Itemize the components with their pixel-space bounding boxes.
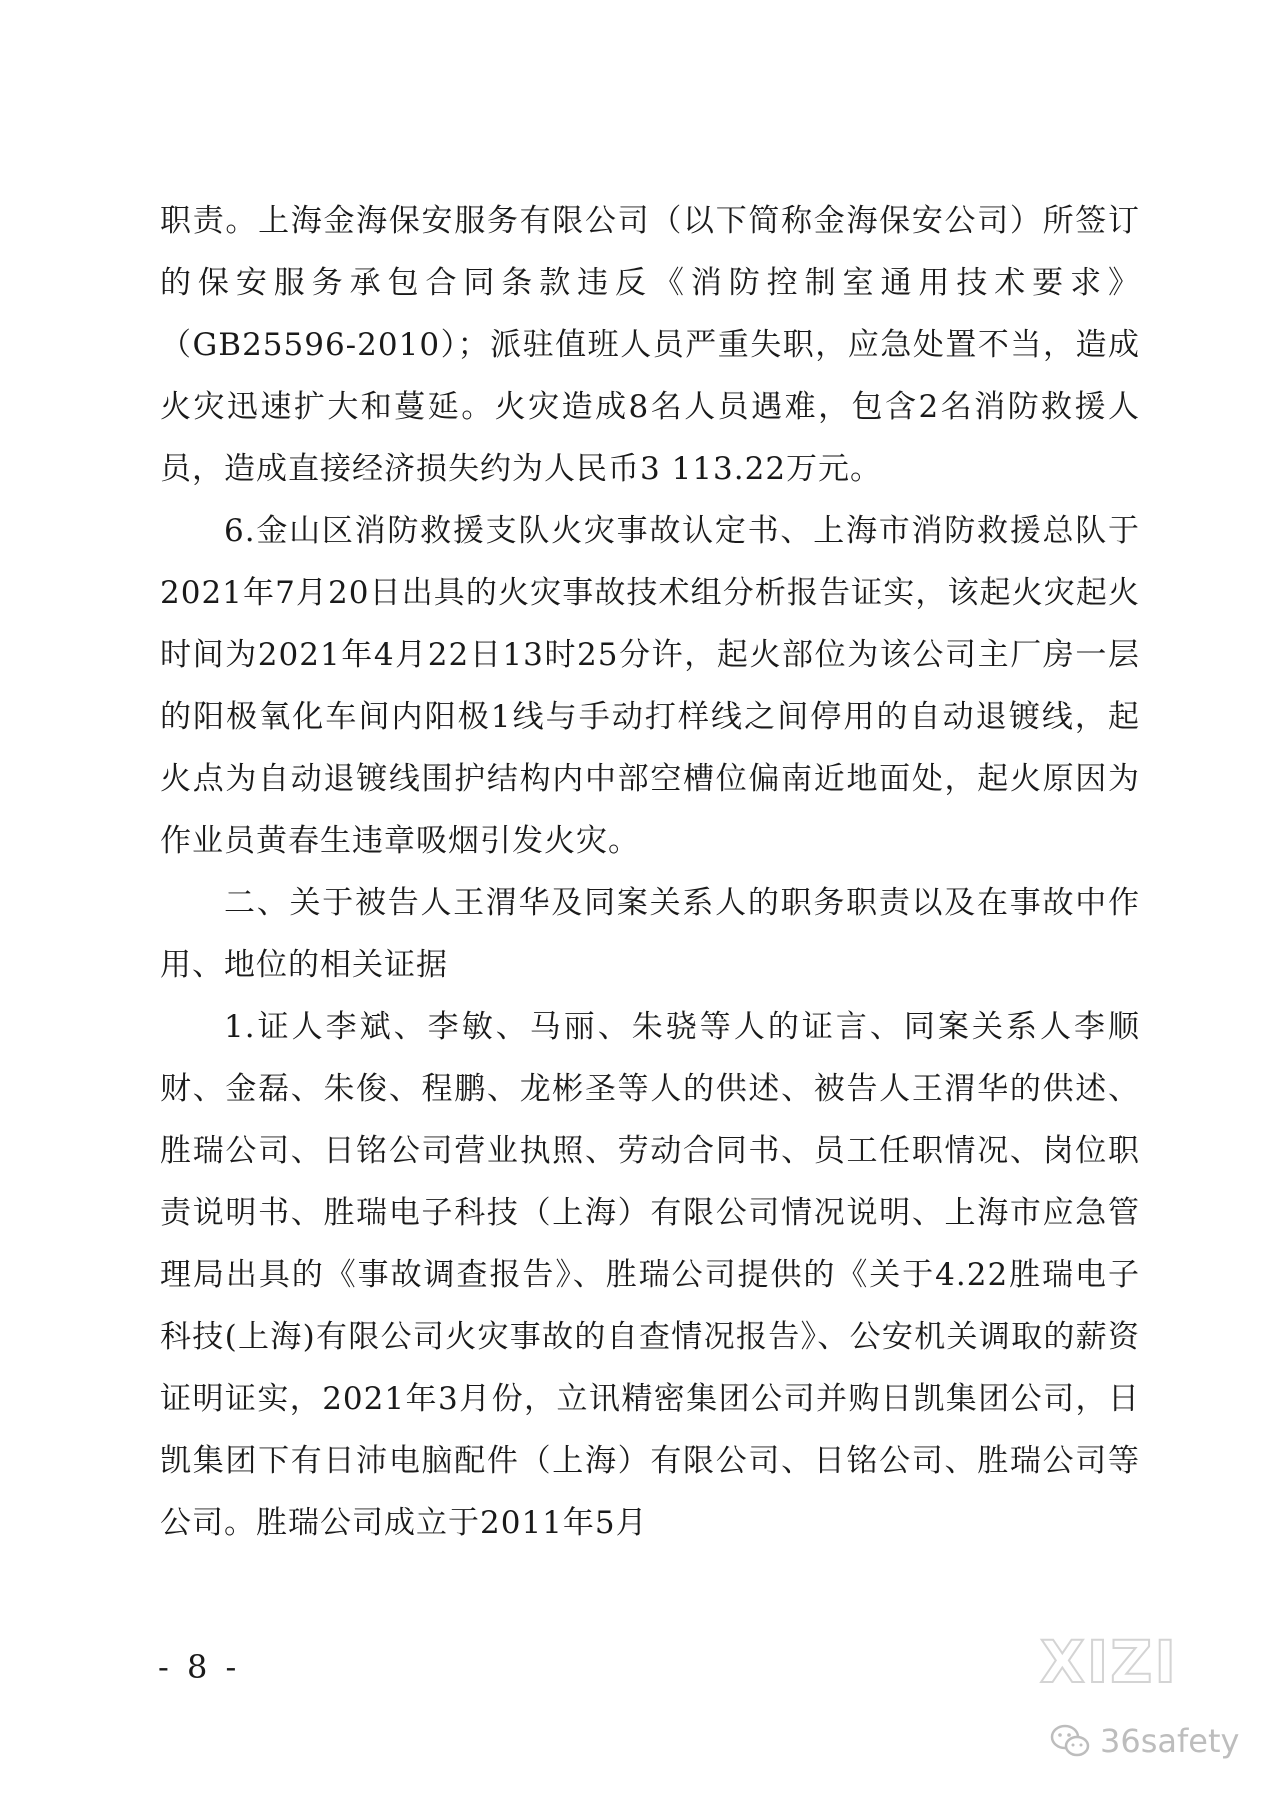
paragraph-continuation: 职责。上海金海保安服务有限公司（以下简称金海保安公司）所签订的保安服务承包合同条款违反《消防控制室通用技术要求》（GB25596-2010）；派驻值班人员严重失职，应急处置不当，造成火灾迅速扩大和蔓延。火灾造成8名人员遇难，包含2名消防救援人员，造成直接经济损失约为人民币3 113.22万元。	[160, 203, 1140, 487]
paragraph-item-6: 6.金山区消防救援支队火灾事故认定书、上海市消防救援总队于2021年7月20日出具的火灾事故技术组分析报告证实，该起火灾起火时间为2021年4月22日13时25分许，起火部位为该公司主厂房一层的阳极氧化车间内阳极1线与手动打样线之间停用的自动退镀线，起火点为自动退镀线围护结构内中部空槽位偏南近地面处，起火原因为作业员黄春生违章吸烟引发火灾。	[160, 513, 1140, 859]
xizi-watermark: XIZI	[1040, 1628, 1178, 1696]
account-watermark	[1050, 1722, 1239, 1760]
wechat-icon	[1050, 1723, 1090, 1759]
document-body	[160, 190, 1140, 1554]
section-heading-2: 二、关于被告人王渭华及同案关系人的职务职责以及在事故中作用、地位的相关证据	[160, 885, 1140, 983]
page-number: - 8 -	[158, 1648, 241, 1686]
paragraph-item-1: 1.证人李斌、李敏、马丽、朱骁等人的证言、同案关系人李顺财、金磊、朱俊、程鹏、龙彬圣等人的供述、被告人王渭华的供述、胜瑞公司、日铭公司营业执照、劳动合同书、员工任职情况、岗位职责说明书、胜瑞电子科技（上海）有限公司情况说明、上海市应急管理局出具的《事故调查报告》、胜瑞公司提供的《关于4.22胜瑞电子科技(上海)有限公司火灾事故的自查情况报告》、公安机关调取的薪资证明证实，2021年3月份，立讯精密集团公司并购日凯集团公司，日凯集团下有日沛电脑配件（上海）有限公司、日铭公司、胜瑞公司等公司。胜瑞公司成立于2011年5月	[160, 1009, 1140, 1541]
account-name: 36safety	[1100, 1722, 1240, 1760]
